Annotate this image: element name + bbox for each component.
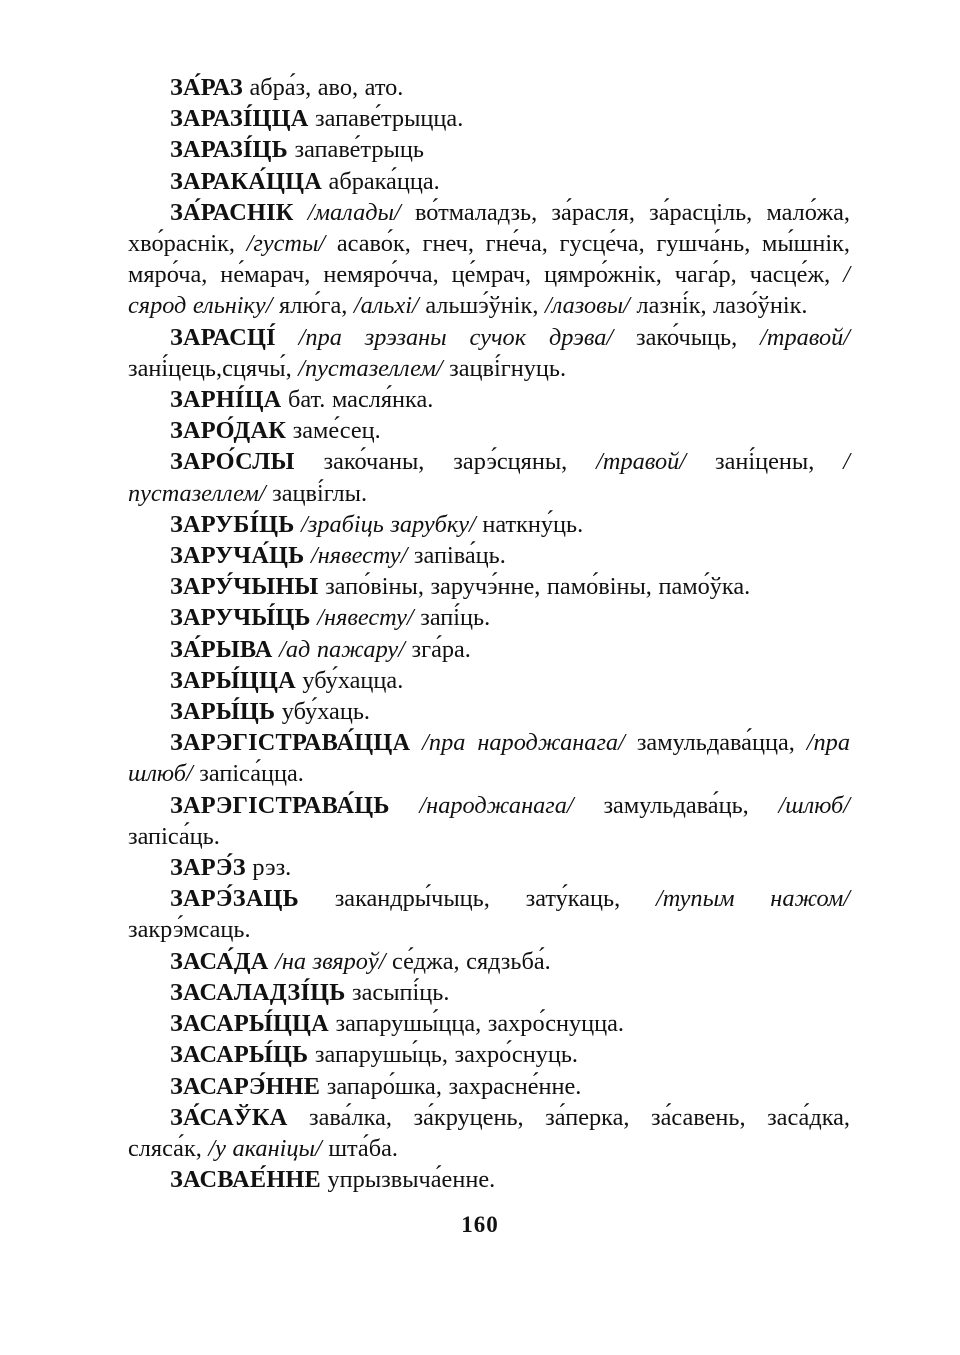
entry-synonyms: се́джа, сядзьба́. — [392, 947, 551, 975]
dictionary-entry — [128, 790, 850, 852]
dictionary-entry — [128, 540, 850, 571]
dictionary-entry — [128, 166, 850, 197]
entry-synonyms: убу́хаць. — [275, 698, 370, 726]
entry-context-note: /малады/ — [293, 198, 415, 226]
dictionary-entry — [128, 103, 850, 134]
dictionary-entry — [128, 1164, 850, 1195]
entry-context-note: /народжанага/ — [389, 791, 604, 819]
dictionary-entry — [128, 852, 850, 883]
entry-synonyms: асаво́к, гнеч, гне́ча, гусце́ча, гушча́нь, мы́шнік, мяро́ча, не́марач, немяро́чча, це́мрач, цямро́жнік, чага́р, часце́ж, — [128, 230, 851, 289]
dictionary-entry — [128, 883, 850, 945]
entry-headword: ЗАСАЛАДЗІ́ЦЬ — [170, 978, 346, 1006]
entry-headword: ЗАРЭГІСТРАВА́ЦЦА — [170, 729, 411, 757]
entry-headword: ЗАСА́ДА — [170, 947, 269, 975]
entry-headword: ЗА́РАСНІК — [170, 198, 294, 226]
dictionary-entry — [128, 602, 850, 633]
entry-synonyms: запарушы́цца, захро́снуцца. — [328, 1010, 624, 1038]
dictionary-entry — [128, 1039, 850, 1070]
entry-headword: ЗАРНІ́ЦА — [170, 386, 282, 414]
entry-context-note: /альхі/ — [353, 292, 426, 320]
entry-context-note: /пустазеллем/ — [128, 448, 850, 507]
entry-synonyms: ялю́га, — [279, 292, 354, 320]
dictionary-entry — [128, 634, 850, 665]
entry-synonyms: альшэ́ўнік, — [425, 292, 546, 320]
entry-context-note: /тупым нажом/ — [655, 885, 850, 913]
dictionary-entry — [128, 134, 850, 165]
entry-synonyms: рэз. — [245, 854, 292, 882]
dictionary-entry — [128, 509, 850, 540]
entry-synonyms: закрэ́мсаць. — [128, 916, 251, 944]
entry-synonyms: замульдава́цца, — [636, 729, 807, 757]
entry-headword: ЗАРЫ́ЦЦА — [170, 666, 296, 694]
dictionary-entry — [128, 384, 850, 415]
entry-synonyms: зацві́гнуць. — [449, 354, 567, 382]
entry-context-note: /сярод ельніку/ — [128, 261, 850, 320]
dictionary-entry — [128, 946, 850, 977]
entry-synonyms: запіва́ць. — [413, 542, 506, 570]
dictionary-entry — [128, 322, 850, 384]
dictionary-entry — [128, 727, 850, 789]
entry-synonyms: зга́ра. — [411, 635, 471, 663]
entry-synonyms: лазні́к, лазо́ўнік. — [636, 292, 808, 320]
entry-headword: ЗАРАЗІ́ЦЦА — [170, 105, 309, 133]
entry-context-note: /пра шлюб/ — [128, 729, 850, 788]
entry-headword: ЗАРЭ́ЗАЦЬ — [170, 885, 299, 913]
entry-context-note: /пра народжанага/ — [410, 729, 637, 757]
entry-synonyms: запіса́ць. — [128, 822, 220, 850]
entry-headword: ЗАСАРЫ́ЦЦА — [170, 1010, 329, 1038]
entry-headword: ЗА́САЎКА — [170, 1103, 288, 1131]
entry-synonyms: запо́віны, заручэ́нне, памо́віны, памо́ўка. — [318, 573, 751, 601]
dictionary-entry — [128, 1071, 850, 1102]
entry-synonyms: абрака́цца. — [321, 167, 440, 195]
entry-context-note: /шлюб/ — [778, 791, 850, 819]
entry-headword: ЗАРАСЦІ́ — [170, 323, 276, 351]
entry-synonyms: закандры́чыць, зату́каць, — [298, 885, 656, 913]
entry-headword: ЗАРУБІ́ЦЬ — [170, 510, 295, 538]
entry-synonyms: запаве́трыцца. — [308, 105, 464, 133]
entry-synonyms: упрызвыча́енне. — [320, 1166, 496, 1194]
entry-synonyms: замульдава́ць, — [603, 791, 779, 819]
entry-headword: ЗА́РЫВА — [170, 635, 273, 663]
entry-headword: ЗА́РАЗ — [170, 74, 243, 101]
entry-synonyms: зані́цены, — [714, 448, 844, 476]
dictionary-entry — [128, 446, 850, 508]
entry-headword: ЗАРО́ДАК — [170, 417, 287, 445]
entry-context-note: /густы/ — [246, 230, 337, 258]
entry-context-note: /лазовы/ — [545, 292, 637, 320]
dictionary-entry — [128, 72, 850, 103]
dictionary-entry — [128, 415, 850, 446]
entry-headword: ЗАРЫ́ЦЬ — [170, 698, 276, 726]
page-number: 160 — [461, 1212, 499, 1237]
dictionary-entry — [128, 1102, 850, 1164]
entry-headword: ЗАРЭ́З — [170, 854, 246, 882]
entry-context-note: /пустазеллем/ — [298, 354, 450, 382]
entry-headword: ЗАСАРЭ́ННЕ — [170, 1072, 321, 1100]
entry-headword: ЗАРАЗІ́ЦЬ — [170, 136, 288, 164]
entry-context-note: /нявесту/ — [304, 542, 414, 570]
entry-synonyms: бат. масля́нка. — [281, 386, 434, 414]
entry-context-note: /пра зрэзаны сучок дрэва/ — [275, 323, 637, 351]
entry-synonyms: убу́хацца. — [295, 666, 404, 694]
entry-synonyms: абра́з, аво, ато. — [242, 74, 404, 101]
entry-headword: ЗАРЭГІСТРАВА́ЦЬ — [170, 791, 390, 819]
entry-headword: ЗАРАКА́ЦЦА — [170, 167, 322, 195]
entry-synonyms: запаве́трыць — [287, 136, 424, 164]
entry-synonyms: запіса́цца. — [199, 760, 304, 788]
entry-context-note: /на звяроў/ — [268, 947, 393, 975]
dictionary-entry — [128, 571, 850, 602]
entry-synonyms: зако́чаны, зарэ́сцяны, — [294, 448, 597, 476]
entry-context-note: /травой/ — [596, 448, 715, 476]
entry-synonyms: запі́ць. — [420, 604, 491, 632]
entry-synonyms: зако́чыць, — [636, 323, 761, 351]
entry-synonyms: запарушы́ць, захро́снуць. — [308, 1041, 579, 1069]
entry-synonyms: во́тмаладзь, за́расля, за́расціль, мало́жа, хво́раснік, — [128, 198, 850, 258]
entry-headword: ЗАСАРЫ́ЦЬ — [170, 1041, 309, 1069]
entry-headword: ЗАРУЧА́ЦЬ — [170, 542, 305, 570]
entry-synonyms: заме́сец. — [286, 417, 381, 445]
dictionary-entry — [128, 696, 850, 727]
dictionary-entry — [128, 665, 850, 696]
entry-headword: ЗАРУ́ЧЫНЫ — [170, 573, 319, 601]
entry-context-note: /нявесту/ — [310, 604, 421, 632]
entry-synonyms: зацві́глы. — [272, 479, 368, 507]
entry-synonyms: шта́ба. — [328, 1134, 398, 1162]
entry-context-note: /травой/ — [760, 323, 851, 351]
dictionary-entry — [128, 197, 850, 322]
dictionary-entry — [128, 1008, 850, 1039]
entry-synonyms: зані́цець,сцячы́, — [128, 354, 299, 382]
entry-list — [128, 72, 850, 1195]
entry-synonyms: запаро́шка, захрасне́нне. — [320, 1072, 582, 1100]
entry-context-note: /зрабіць зарубку/ — [294, 510, 483, 538]
entry-headword: ЗАСВАЕ́ННЕ — [170, 1166, 321, 1194]
entry-synonyms: наткну́ць. — [482, 510, 584, 538]
entry-synonyms: зава́лка, за́круцень, за́перка, за́савень, заса́дка, сляса́к, — [128, 1103, 850, 1162]
dictionary-entry — [128, 977, 850, 1008]
entry-context-note: /у аканіцы/ — [208, 1134, 329, 1162]
entry-headword: ЗАРУЧЫ́ЦЬ — [170, 604, 311, 632]
entry-headword: ЗАРО́СЛЫ — [170, 448, 295, 476]
entry-context-note: /ад пажару/ — [272, 635, 412, 663]
entry-synonyms: засыпі́ць. — [345, 978, 450, 1006]
